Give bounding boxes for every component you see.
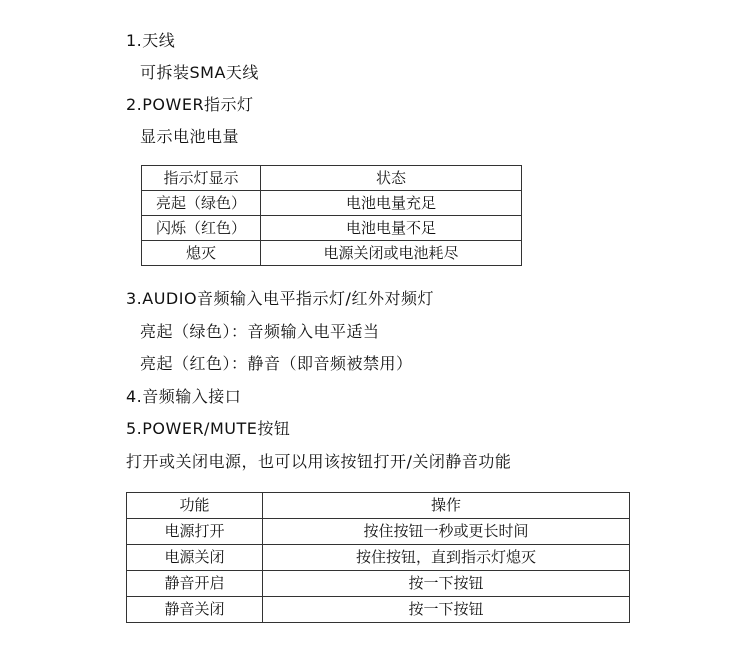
table-row — [127, 545, 630, 571]
table-cell: 闪烁（红色） — [142, 216, 261, 241]
table-cell: 按住按钮一秒或更长时间 — [263, 519, 630, 545]
table-cell: 电池电量不足 — [261, 216, 522, 241]
table-row — [142, 241, 522, 266]
table-row — [142, 191, 522, 216]
section-5-title: 5.POWER/MUTE按钮 — [126, 419, 291, 438]
table-cell: 静音开启 — [127, 571, 263, 597]
section-3-line-1: 亮起（绿色）：音频输入电平适当 — [140, 322, 380, 341]
table-cell: 电源打开 — [127, 519, 263, 545]
section-1-title: 1.天线 — [126, 31, 176, 50]
status-table — [141, 165, 522, 266]
table-header-cell: 操作 — [263, 493, 630, 519]
table-cell: 按一下按钮 — [263, 597, 630, 623]
section-3-line-2: 亮起（红色）：静音（即音频被禁用） — [140, 354, 413, 373]
table-cell: 熄灭 — [142, 241, 261, 266]
table-cell: 按住按钮，直到指示灯熄灭 — [263, 545, 630, 571]
table-header-cell: 指示灯显示 — [142, 166, 261, 191]
section-4-title: 4.音频输入接口 — [126, 387, 242, 406]
function-table — [126, 492, 630, 623]
table-row — [142, 216, 522, 241]
table-cell: 电池电量充足 — [261, 191, 522, 216]
table-header-row — [127, 493, 630, 519]
table-header-row — [142, 166, 522, 191]
section-3-title: 3.AUDIO音频输入电平指示灯/红外对频灯 — [126, 289, 434, 308]
section-2-title: 2.POWER指示灯 — [126, 95, 254, 114]
table-row — [127, 571, 630, 597]
table-cell: 电源关闭或电池耗尽 — [261, 241, 522, 266]
table-cell: 亮起（绿色） — [142, 191, 261, 216]
table-row — [127, 519, 630, 545]
table-cell: 静音关闭 — [127, 597, 263, 623]
table-cell: 电源关闭 — [127, 545, 263, 571]
table-cell: 按一下按钮 — [263, 571, 630, 597]
table-header-cell: 功能 — [127, 493, 263, 519]
table-row — [127, 597, 630, 623]
section-5-description: 打开或关闭电源，也可以用该按钮打开/关闭静音功能 — [126, 452, 512, 471]
table-header-cell: 状态 — [261, 166, 522, 191]
section-1-description: 可拆装SMA天线 — [140, 63, 259, 82]
section-2-description: 显示电池电量 — [140, 127, 240, 146]
